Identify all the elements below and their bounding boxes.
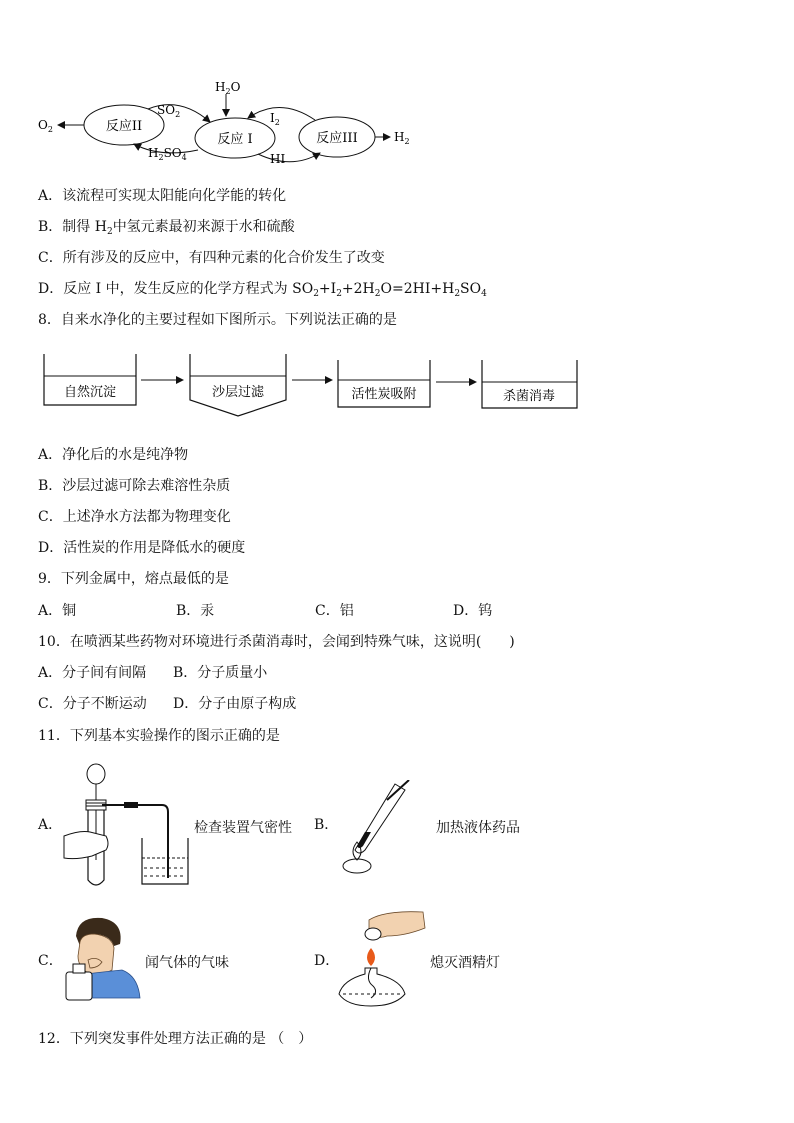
h2so4-label: $H_2SO_4$	[148, 146, 187, 162]
q8-option-a: A．净化后的水是纯净物	[38, 447, 189, 463]
q10-option-c: C．分子不断运动	[38, 696, 147, 712]
q7-option-c: C．所有涉及的反应中，有四种元素的化合价发生了改变	[38, 250, 385, 266]
q11-caption-a: 检查装置气密性	[194, 820, 292, 836]
q11-label-b: B．	[314, 817, 339, 833]
q11-label-d: D．	[314, 953, 340, 969]
step-disinfect: 杀菌消毒	[502, 389, 556, 404]
i2-label: $I_2$	[270, 111, 280, 127]
q11-caption-c: 闻气体的气味	[145, 955, 229, 971]
water-purification-flow	[38, 350, 583, 420]
extinguish-lamp-figure	[335, 906, 430, 1011]
q9-stem: 9．下列金属中，熔点最低的是	[38, 571, 229, 587]
h2o-label: $H_2O$	[215, 80, 241, 96]
reaction2-label: 反应II	[105, 119, 143, 134]
q9-option-b: B．汞	[176, 603, 215, 619]
q10-option-a: A．分子间有间隔	[38, 665, 147, 681]
lamp-body	[343, 859, 371, 873]
lamp-vessel	[339, 968, 405, 1006]
gas-bottle	[66, 972, 92, 1000]
q11-label-a: A．	[38, 817, 63, 833]
q8-option-b: B．沙层过滤可除去难溶性杂质	[38, 478, 231, 494]
q8-option-c: C．上述净水方法都为物理变化	[38, 509, 231, 525]
q8-stem: 8．自来水净化的主要过程如下图所示。下列说法正确的是	[38, 312, 397, 328]
lamp-flame	[367, 948, 375, 966]
lamp-cap	[365, 928, 381, 940]
q12-stem: 12．下列突发事件处理方法正确的是 （ ）	[38, 1031, 313, 1047]
rubber-joint	[124, 802, 138, 808]
h2-label: $H_2$	[394, 130, 410, 146]
q11-stem: 11．下列基本实验操作的图示正确的是	[38, 728, 280, 744]
i2-arrow	[248, 107, 315, 120]
step-sedimentation: 自然沉淀	[63, 385, 117, 400]
q10-option-b: B．分子质量小	[173, 665, 268, 681]
tube-holder	[387, 780, 409, 800]
q11-caption-b: 加热液体药品	[436, 820, 520, 836]
q10-option-d: D．分子由原子构成	[173, 696, 297, 712]
q11-label-c: C．	[38, 953, 63, 969]
smelling-gas-figure	[62, 912, 142, 1004]
so2-label: $SO_2$	[157, 103, 181, 119]
q7-option-a: A．该流程可实现太阳能向化学能的转化	[38, 188, 287, 204]
beaker	[142, 838, 188, 884]
heating-liquid-figure	[335, 780, 435, 875]
airtightness-check-figure	[62, 760, 192, 890]
delivery-tube	[102, 805, 168, 878]
q9-option-c: C．铝	[315, 603, 354, 619]
hand	[64, 832, 108, 859]
hi-label: HI	[270, 152, 286, 166]
step-sand-filter: 沙层过滤	[211, 385, 265, 400]
q8-option-d: D．活性炭的作用是降低水的硬度	[38, 540, 246, 556]
hi-arrow	[258, 153, 320, 162]
reaction3-label: 反应III	[316, 131, 358, 146]
reaction-cycle-diagram	[30, 78, 430, 174]
reaction1-label: 反应 I	[217, 132, 253, 147]
q7-option-b: B．制得 $H_2$中氢元素最初来源于水和硫酸	[38, 219, 295, 237]
bottle-neck	[73, 964, 85, 973]
step-carbon: 活性炭吸附	[351, 387, 417, 402]
o2-label: $O_2$	[38, 118, 53, 134]
q9-option-d: D．钨	[453, 603, 493, 619]
q9-option-a: A．铜	[38, 603, 77, 619]
funnel-bulb	[87, 764, 105, 784]
q10-stem: 10．在喷洒某些药物对环境进行杀菌消毒时，会闻到特殊气味，这说明( )	[38, 634, 515, 650]
q7-option-d: D．反应 I 中，发生反应的化学方程式为 $SO_2+I_2+2H_2O=2HI+H_2SO_4$	[38, 281, 487, 299]
q11-caption-d: 熄灭酒精灯	[430, 955, 500, 971]
